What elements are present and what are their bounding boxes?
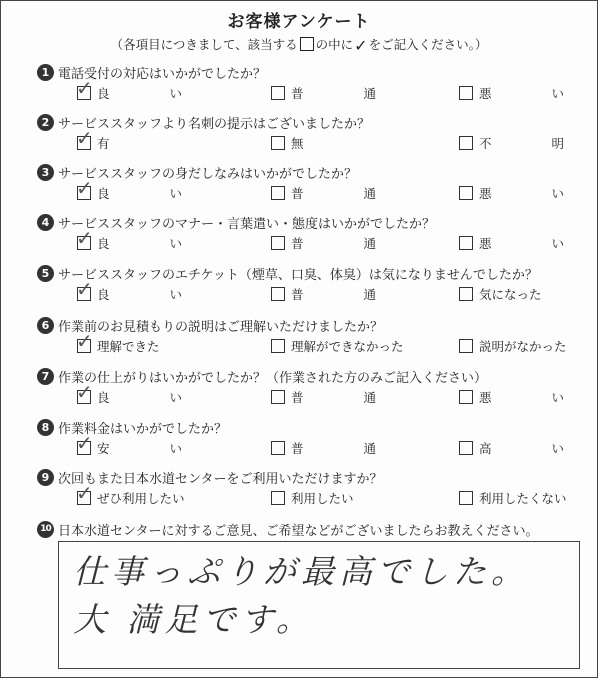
check-mark-icon: ✓ — [76, 380, 93, 404]
checkbox[interactable] — [459, 236, 473, 250]
question-number-9: 9 — [37, 469, 54, 486]
q2-option-3[interactable] — [459, 134, 564, 152]
question-9-text: 次回もまた日本水道センターをご利用いただけますか？ — [58, 472, 383, 487]
checkbox[interactable] — [459, 287, 473, 301]
option-label: 良 — [97, 186, 110, 201]
question-9-options — [1, 481, 597, 507]
checkbox[interactable] — [76, 126, 93, 150]
checkbox[interactable] — [271, 441, 285, 455]
option-label-suffix: 通 — [363, 441, 377, 456]
q8-option-3[interactable] — [459, 439, 564, 457]
option-label: 普 — [291, 236, 304, 251]
question-number-8: 8 — [37, 419, 54, 436]
option-label-suffix: 通 — [363, 390, 377, 405]
question-1 — [37, 63, 266, 82]
checkbox[interactable] — [271, 236, 285, 250]
handwritten-comment-line-1: 仕事っぷりが最高でした。 — [73, 552, 529, 591]
q5-option-3[interactable] — [459, 285, 542, 303]
instruction-middle: の中に — [315, 37, 354, 52]
checkbox[interactable] — [271, 390, 285, 404]
option-label: 安 — [97, 441, 110, 456]
q5-option-2[interactable] — [271, 285, 376, 303]
option-label: 悪 — [479, 86, 492, 101]
q2-option-2[interactable] — [271, 134, 304, 152]
q8-option-2[interactable] — [271, 439, 376, 457]
checkbox[interactable] — [271, 86, 285, 100]
check-mark-icon: ✓ — [76, 176, 93, 200]
question-number-1: 1 — [37, 64, 54, 81]
option-label-suffix: い — [169, 86, 183, 101]
checkbox[interactable] — [271, 186, 285, 200]
q7-option-3[interactable] — [459, 388, 564, 406]
q9-option-1[interactable] — [76, 481, 185, 507]
checkbox[interactable] — [76, 329, 93, 353]
checkbox[interactable] — [76, 380, 93, 404]
question-number-4: 4 — [37, 214, 54, 231]
q1-option-3[interactable] — [459, 84, 564, 102]
checkbox[interactable] — [459, 441, 473, 455]
option-label-suffix: い — [169, 441, 183, 456]
checkbox[interactable] — [271, 287, 285, 301]
checkbox[interactable] — [76, 226, 93, 250]
check-mark-icon: ✓ — [76, 431, 93, 455]
question-number-10: 10 — [37, 521, 54, 538]
question-1-text: 電話受付の対応はいかがでしたか？ — [58, 67, 267, 82]
question-10-text: 日本水道センターに対するご意見、ご希望などがございましたらお教えください。 — [58, 524, 539, 539]
q7-option-2[interactable] — [271, 388, 376, 406]
option-label: 利用したくない — [479, 491, 567, 506]
option-label: 普 — [291, 86, 304, 101]
option-label-suffix: い — [551, 186, 565, 201]
checkbox[interactable] — [459, 491, 473, 505]
q9-option-3[interactable] — [459, 489, 567, 507]
option-label: 有 — [97, 136, 110, 151]
question-8-options — [1, 431, 597, 457]
question-5 — [37, 264, 538, 283]
check-mark-icon: ✓ — [354, 36, 368, 55]
q6-option-2[interactable] — [271, 337, 404, 355]
option-label: 良 — [97, 390, 110, 405]
option-label: 普 — [291, 287, 304, 302]
question-number-6: 6 — [37, 317, 54, 334]
option-label-suffix: い — [551, 390, 565, 405]
survey-title: お客様アンケート — [227, 12, 371, 32]
option-label-suffix: い — [551, 236, 565, 251]
question-10 — [37, 520, 538, 539]
option-label-suffix: い — [169, 186, 183, 201]
check-mark-icon: ✓ — [76, 76, 93, 100]
question-6-options — [1, 329, 597, 355]
question-4-text: サービススタッフのマナー・言葉遣い・態度はいかがでしたか？ — [58, 217, 436, 232]
option-label: 気になった — [479, 287, 542, 302]
checkbox[interactable] — [76, 76, 93, 100]
option-label: 良 — [97, 236, 110, 251]
instruction-before: （各項目につきまして、該当する — [110, 37, 298, 52]
question-number-7: 7 — [37, 368, 54, 385]
q2-option-1[interactable] — [76, 126, 110, 152]
question-5-options — [1, 277, 597, 303]
checkbox[interactable] — [76, 277, 93, 301]
option-label-suffix: 通 — [363, 186, 377, 201]
option-label-suffix: 通 — [363, 86, 377, 101]
check-mark-icon: ✓ — [76, 126, 93, 150]
option-label: 説明がなかった — [479, 339, 567, 354]
q1-option-2[interactable] — [271, 84, 376, 102]
q6-option-3[interactable] — [459, 337, 567, 355]
question-8-text: 作業料金はいかがでしたか？ — [58, 422, 228, 437]
q9-option-2[interactable] — [271, 489, 354, 507]
checkbox[interactable] — [271, 491, 285, 505]
q8-option-1[interactable] — [76, 431, 183, 457]
question-number-2: 2 — [37, 114, 54, 131]
question-7 — [37, 367, 487, 386]
question-6-text: 作業前のお見積もりの説明はご理解いただけましたか？ — [58, 320, 384, 335]
option-label: ぜひ利用したい — [97, 491, 185, 506]
question-4-options — [1, 226, 597, 252]
q4-option-2[interactable] — [271, 234, 376, 252]
checkbox[interactable] — [459, 136, 473, 150]
checkbox[interactable] — [76, 431, 93, 455]
instruction-line — [1, 35, 597, 55]
option-label-suffix: 通 — [363, 236, 377, 251]
comment-box[interactable] — [58, 541, 580, 669]
check-mark-icon: ✓ — [76, 329, 93, 353]
option-label: 普 — [291, 186, 304, 201]
option-label-suffix: 明 — [551, 136, 565, 151]
q4-option-1[interactable] — [76, 226, 183, 252]
checkbox[interactable] — [459, 86, 473, 100]
option-label: 悪 — [479, 186, 492, 201]
q1-option-1[interactable] — [76, 76, 183, 102]
question-number-5: 5 — [37, 265, 54, 282]
question-7-text: 作業の仕上がりはいかがでしたか？（作業された方のみご記入ください） — [58, 371, 488, 386]
handwritten-comment-line-2: 大 満足です。 — [73, 600, 314, 639]
check-mark-icon: ✓ — [76, 226, 93, 250]
option-label-suffix: い — [169, 287, 183, 302]
option-label: 無 — [291, 136, 304, 151]
checkbox[interactable] — [459, 339, 473, 353]
option-label-suffix: い — [551, 441, 565, 456]
checkbox[interactable] — [459, 186, 473, 200]
question-5-text: サービススタッフのエチケット（煙草、口臭、体臭）は気になりませんでしたか？ — [58, 268, 538, 283]
q5-option-1[interactable] — [76, 277, 183, 303]
q6-option-1[interactable] — [76, 329, 160, 355]
question-1-options — [1, 76, 597, 102]
q4-option-3[interactable] — [459, 234, 564, 252]
option-label: 高 — [479, 441, 492, 456]
q7-option-1[interactable] — [76, 380, 183, 406]
option-label: 普 — [291, 390, 304, 405]
question-number-3: 3 — [37, 164, 54, 181]
empty-box-icon — [300, 37, 314, 51]
option-label-suffix: い — [551, 86, 565, 101]
option-label: 悪 — [479, 390, 492, 405]
question-2-text: サービススタッフより名刺の提示はございましたか？ — [58, 117, 371, 132]
option-label: 理解できた — [97, 339, 160, 354]
question-8 — [37, 418, 227, 437]
option-label: 良 — [97, 86, 110, 101]
question-7-options — [1, 380, 597, 406]
question-4 — [37, 213, 435, 232]
question-3-options — [1, 176, 597, 202]
question-3-text: サービススタッフの身だしなみはいかがでしたか？ — [58, 167, 358, 182]
option-label-suffix: い — [169, 390, 183, 405]
q3-option-3[interactable] — [459, 184, 564, 202]
option-label-suffix: 通 — [363, 287, 377, 302]
check-mark-icon: ✓ — [76, 481, 93, 505]
option-label: 悪 — [479, 236, 492, 251]
checkbox[interactable] — [76, 481, 93, 505]
checkbox[interactable] — [271, 136, 285, 150]
checkbox[interactable] — [76, 176, 93, 200]
option-label: 理解ができなかった — [291, 339, 404, 354]
q3-option-2[interactable] — [271, 184, 376, 202]
option-label: 利用したい — [291, 491, 354, 506]
question-2-options — [1, 126, 597, 152]
option-label-suffix: い — [169, 236, 183, 251]
option-label: 不 — [479, 136, 492, 151]
check-mark-icon: ✓ — [76, 277, 93, 301]
checkbox[interactable] — [271, 339, 285, 353]
q3-option-1[interactable] — [76, 176, 183, 202]
checkbox[interactable] — [459, 390, 473, 404]
option-label: 普 — [291, 441, 304, 456]
option-label: 良 — [97, 287, 110, 302]
instruction-after: をご記入ください。） — [368, 37, 488, 52]
